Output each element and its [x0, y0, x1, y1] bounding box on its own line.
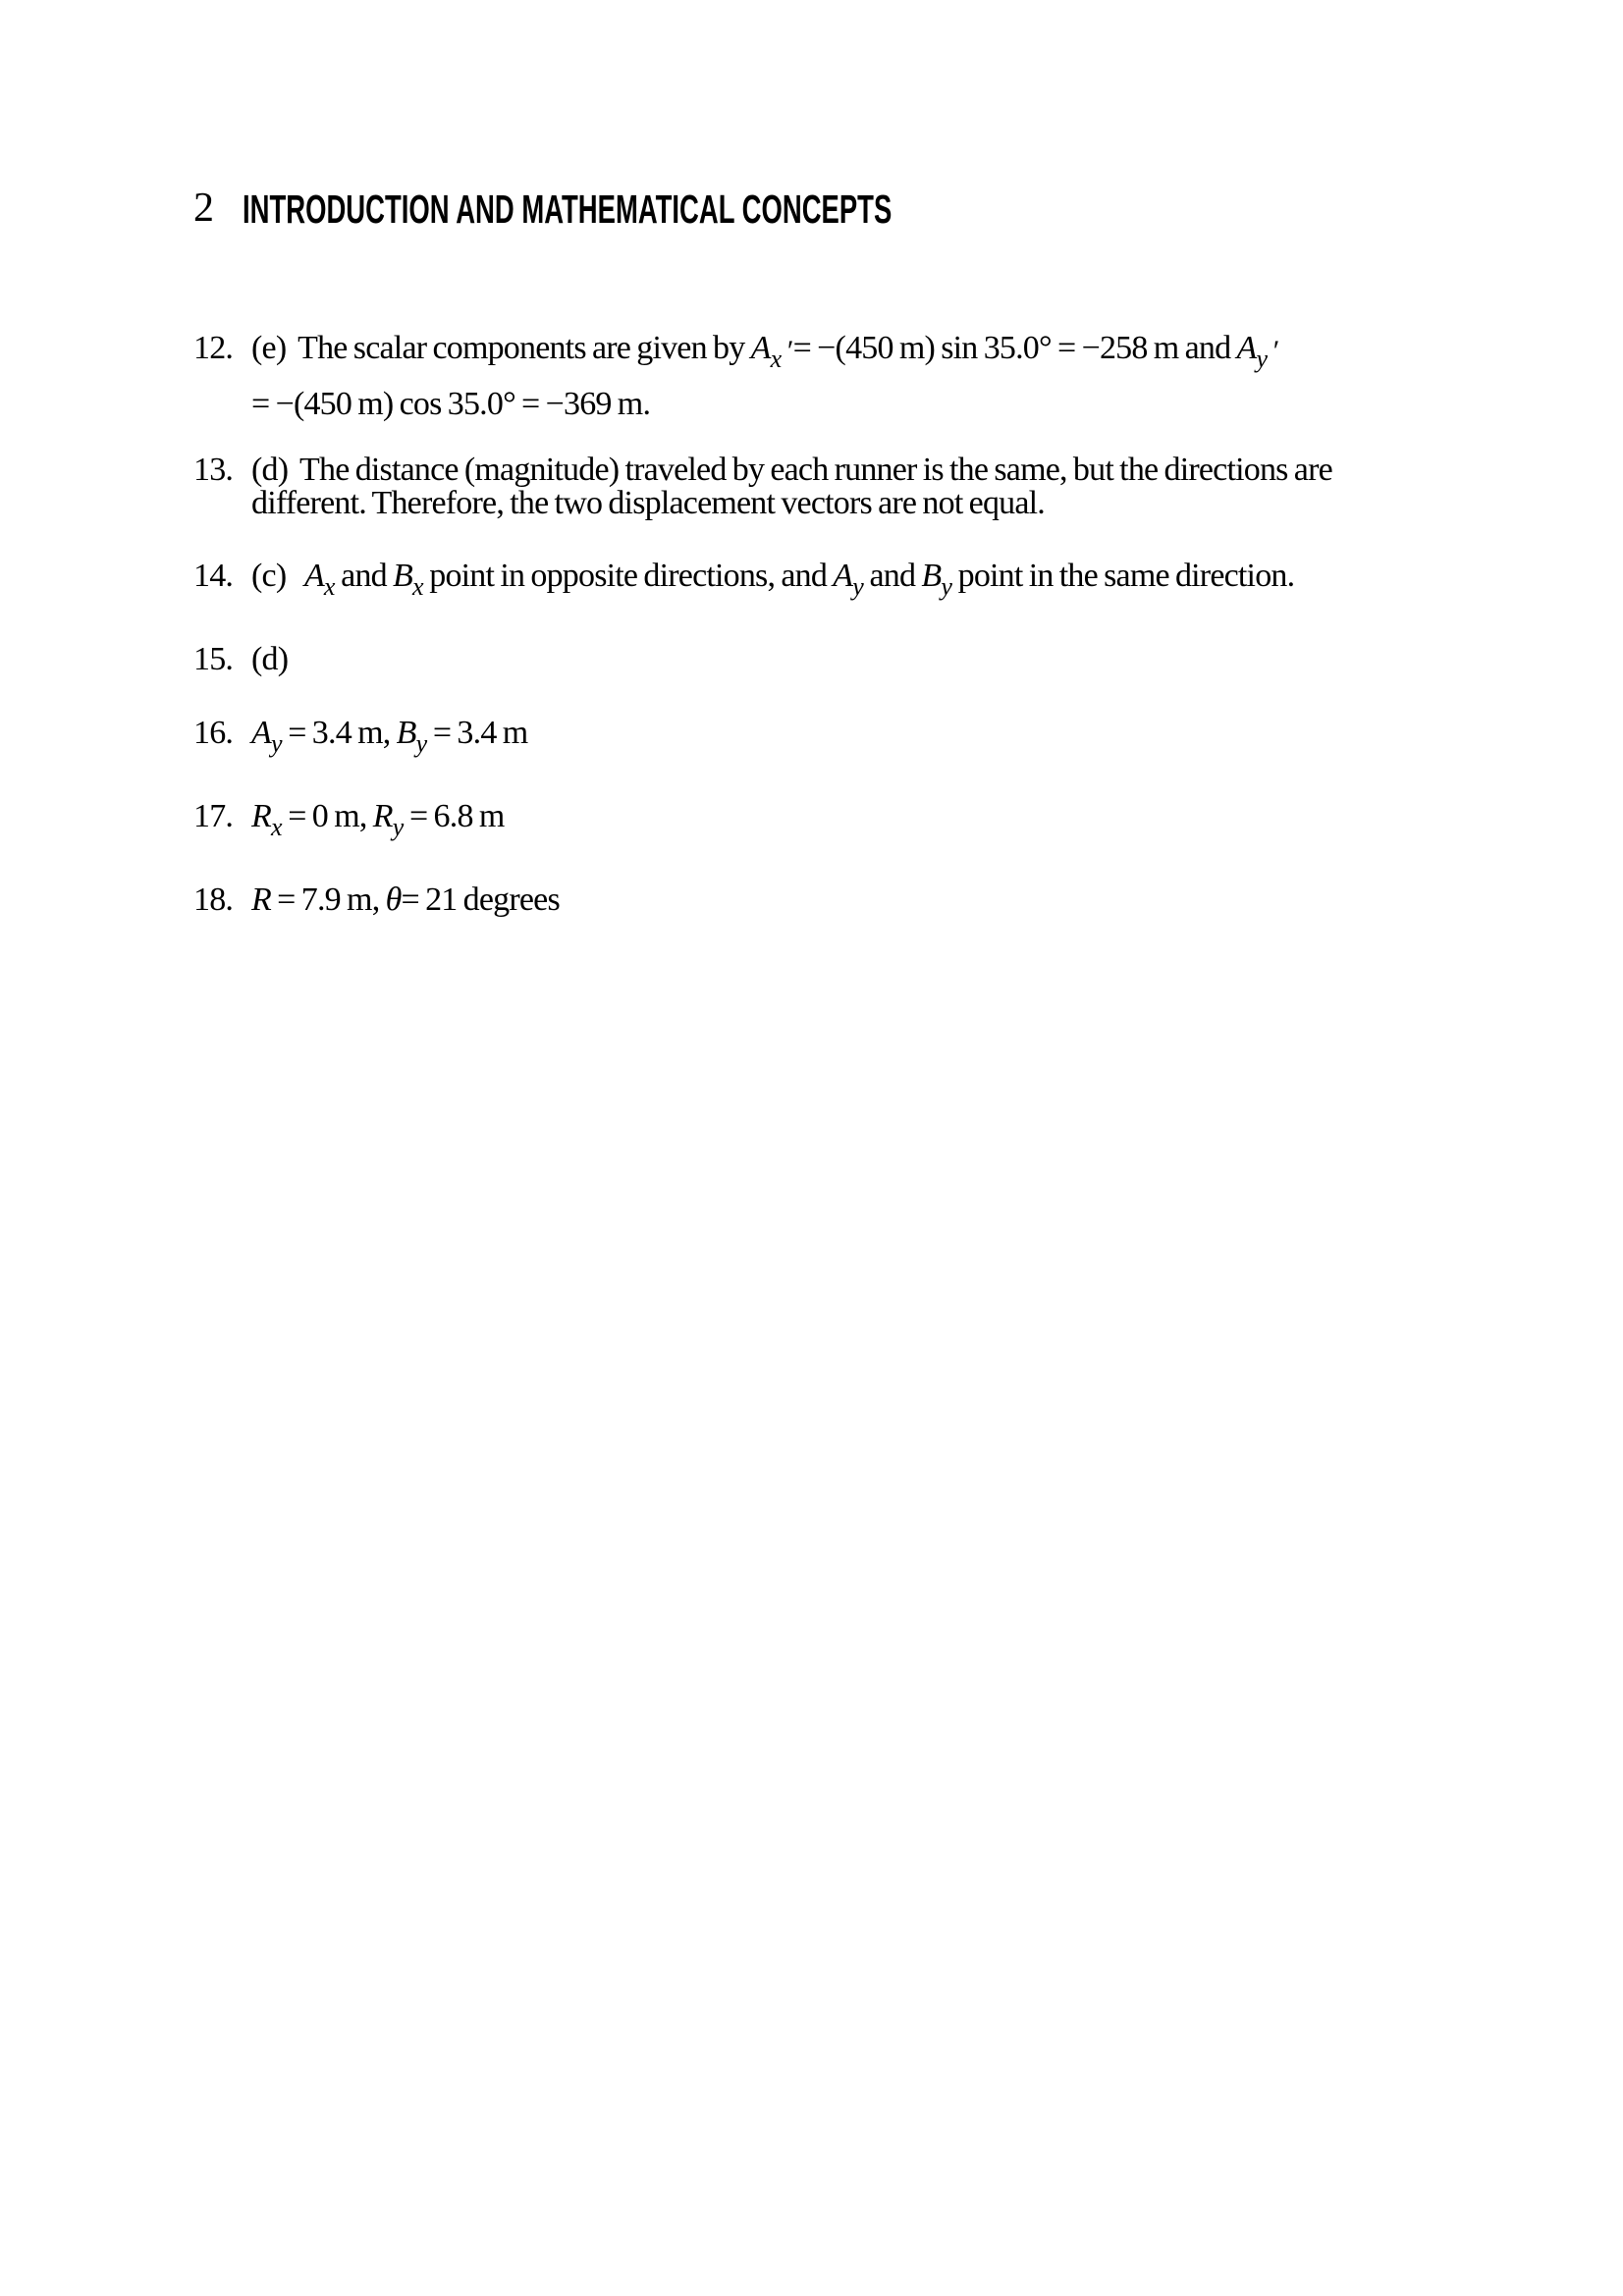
list-item [193, 883, 1603, 917]
math-variable: θ [385, 881, 402, 918]
item-line [251, 883, 1603, 917]
item-line [251, 454, 1603, 487]
math-variable: A [251, 715, 271, 751]
item-content [251, 332, 1603, 421]
list-item [193, 560, 1603, 604]
math-subscript: y [852, 572, 864, 601]
math-subscript: x [412, 572, 424, 601]
item-line [251, 643, 1603, 676]
item-line [251, 388, 1603, 421]
text-run: = 3.4 m [426, 715, 528, 751]
math-variable: R [251, 881, 271, 918]
text-run: point in the same direction. [951, 558, 1295, 594]
math-variable: R [251, 798, 271, 834]
text-run: = 7.9 m, [270, 881, 386, 918]
text-run: = −(450 m) sin 35.0° = −258 m and [792, 330, 1237, 366]
item-line [251, 717, 1603, 761]
text-run: = 3.4 m, [282, 715, 397, 751]
item-number: 18. [193, 881, 234, 918]
math-subscript: y [941, 572, 952, 601]
math-subscript: y [415, 729, 427, 758]
item-number: 12. [193, 330, 234, 366]
math-subscript: y [270, 729, 283, 758]
list-item [193, 454, 1603, 520]
item-number: 15. [193, 641, 234, 677]
item-content [251, 800, 1603, 844]
text-run: point in opposite directions, and [423, 558, 834, 594]
text-run: (d) The distance (magnitude) traveled by each runner is the same, but the directions are [251, 452, 1332, 488]
math-subscript: x [270, 813, 283, 841]
item-line [251, 332, 1603, 376]
math-subscript: x [770, 345, 782, 373]
math-variable: A [833, 558, 853, 594]
prime-mark: ′ [786, 335, 793, 367]
math-variable: A [303, 558, 324, 594]
list-item [193, 800, 1603, 844]
chapter-title: INTRODUCTION AND MATHEMATICAL CONCEPTS [243, 187, 893, 232]
item-number: 14. [193, 558, 234, 594]
text-run: = 21 degrees [401, 881, 560, 918]
text-run: different. Therefore, the two displacement vectors are not equal. [251, 485, 1045, 521]
item-content [251, 643, 1603, 676]
text-run: = 0 m, [282, 798, 373, 834]
text-run: (d) [251, 641, 289, 677]
list-item [193, 332, 1603, 421]
math-variable: B [921, 558, 942, 594]
math-variable: A [750, 330, 771, 366]
text-run: = −(450 m) cos 35.0° = −369 m. [251, 386, 651, 422]
math-variable: R [372, 798, 393, 834]
text-run: and [334, 558, 394, 594]
item-line [251, 560, 1603, 604]
text-run: and [863, 558, 922, 594]
math-variable: B [396, 715, 416, 751]
item-content [251, 717, 1603, 761]
item-content [251, 454, 1603, 520]
list-item [193, 717, 1603, 761]
item-line [251, 800, 1603, 844]
item-content [251, 560, 1603, 604]
item-number: 16. [193, 715, 234, 751]
prime-mark: ′ [1272, 335, 1279, 367]
text-run: = 6.8 m [403, 798, 505, 834]
text-run: (e) The scalar components are given by [251, 330, 751, 366]
math-subscript: y [1256, 345, 1268, 373]
math-subscript: x [323, 572, 335, 601]
text-run: (c) [251, 558, 304, 594]
item-number: 17. [193, 798, 234, 834]
math-variable: B [393, 558, 413, 594]
item-line [251, 487, 1603, 520]
math-variable: A [1236, 330, 1257, 366]
page-number: 2 [193, 186, 214, 231]
math-subscript: y [392, 813, 404, 841]
item-content [251, 883, 1603, 917]
item-number: 13. [193, 452, 234, 488]
list-item [193, 643, 1603, 676]
